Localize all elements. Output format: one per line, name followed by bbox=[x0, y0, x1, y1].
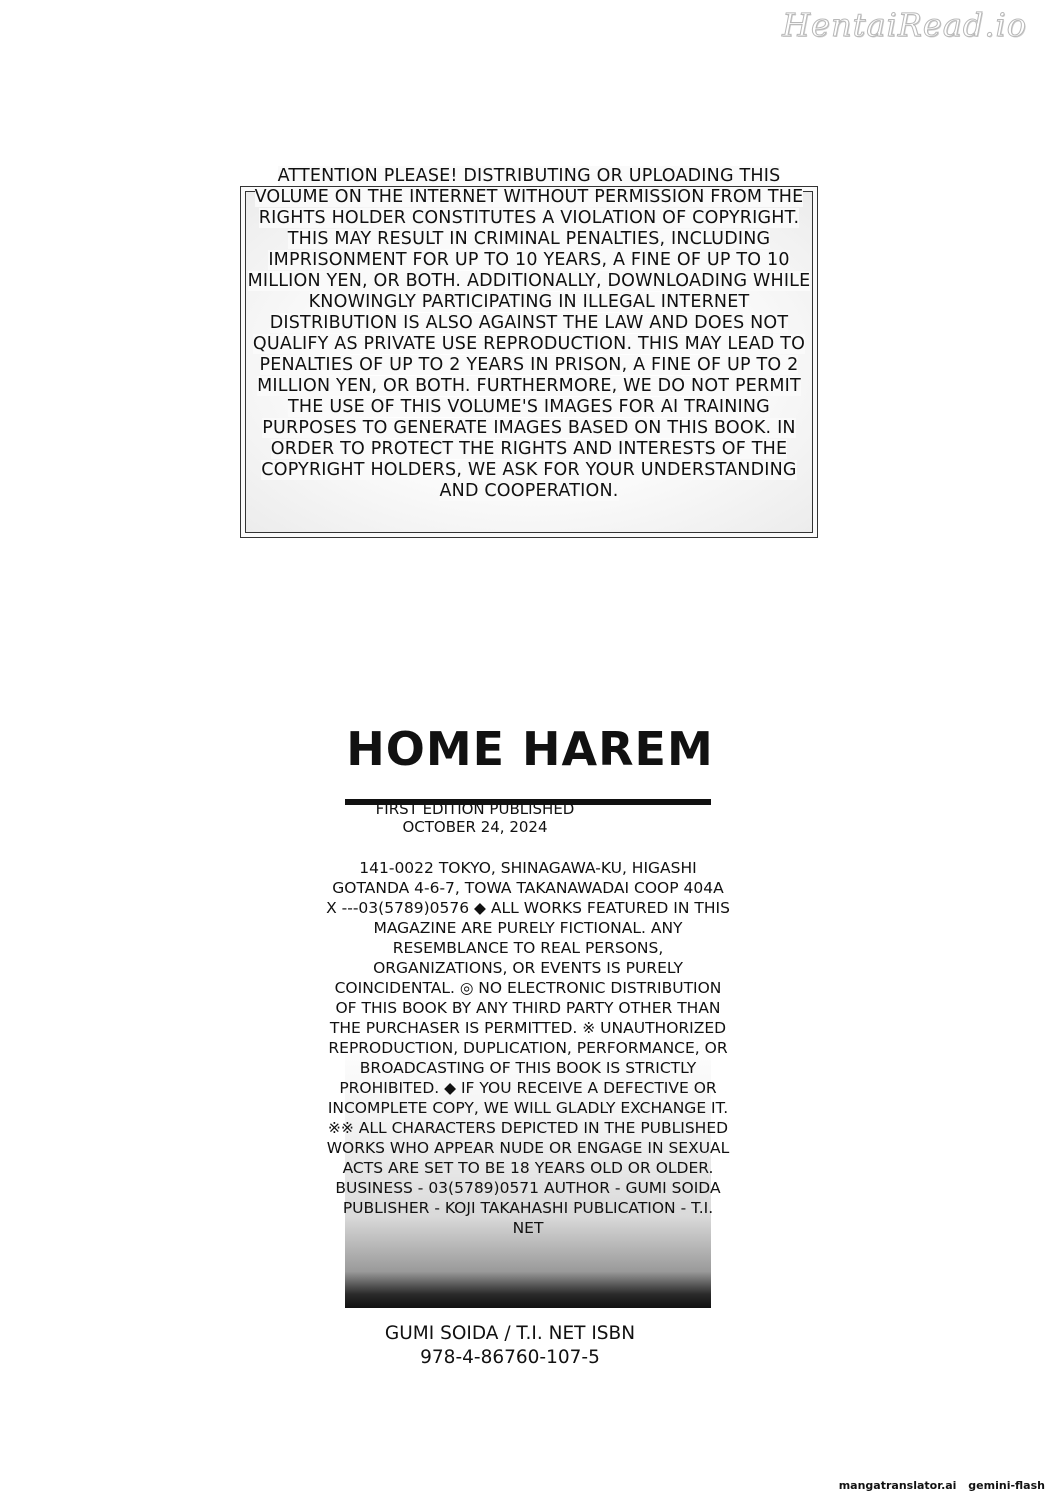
isbn-number: 978-4-86760-107-5 bbox=[420, 1347, 600, 1368]
copyright-notice-text bbox=[244, 166, 814, 502]
translator-site: mangatranslator.ai bbox=[838, 1479, 957, 1492]
watermark-logo: HentaiRead.io bbox=[782, 6, 1027, 44]
credits-line-1: GUMI SOIDA / T.I. NET ISBN bbox=[384, 1323, 636, 1344]
copyright-notice-text-content: ATTENTION PLEASE! DISTRIBUTING OR UPLOADING THIS VOLUME ON THE INTERNET WITHOUT PERMISSION FROM THE RIGHTS HOLDER CONSTITUTES A VIOLATION OF COPYRIGHT. THIS MAY RESULT IN CRIMINAL PENALTIES, INCLUDING IMPRISONMENT FOR UP TO 10 YEARS, A FINE OF UP TO 10 MILLION YEN, OR BOTH. ADDITIONALLY, DOWNLOADING WHILE KNOWINGLY PARTICIPATING IN ILLEGAL INTERNET DISTRIBUTION IS ALSO AGAINST THE LAW AND DOES NOT QUALIFY AS PRIVATE USE REPRODUCTION. THIS MAY LEAD TO PENALTIES OF UP TO 2 YEARS IN PRISON, A FINE OF UP TO 2 MILLION YEN, OR BOTH. FURTHERMORE, WE DO NOT PERMIT THE USE OF THIS VOLUME'S IMAGES FOR AI TRAINING PURPOSES TO GENERATE IMAGES BASED ON THIS BOOK. IN ORDER TO PROTECT THE RIGHTS AND INTERESTS OF THE COPYRIGHT HOLDERS, WE ASK FOR YOUR UNDERSTANDING AND COOPERATION. bbox=[247, 166, 811, 501]
edition-date: OCTOBER 24, 2024 bbox=[402, 818, 548, 836]
book-title: HOME HAREM bbox=[346, 722, 714, 776]
edition-line-1: FIRST EDITION PUBLISHED bbox=[375, 800, 575, 818]
edition-info bbox=[360, 800, 590, 836]
translator-model: gemini-flash bbox=[968, 1479, 1045, 1492]
credits-block bbox=[345, 1322, 675, 1370]
translator-credit bbox=[839, 1479, 1045, 1492]
colophon-text: 141-0022 TOKYO, SHINAGAWA-KU, HIGASHI GOTANDA 4-6-7, TOWA TAKANAWADAI COOP 404A X ---03(5789)0576 ◆ ALL WORKS FEATURED IN THIS MAGAZINE ARE PURELY FICTIONAL. ANY RESEMBLANCE TO REAL PERSONS, ORGANIZATIONS, OR EVENTS IS PURELY COINCIDENTAL. ◎ NO ELECTRONIC DISTRIBUTION OF THIS BOOK BY ANY THIRD PARTY OTHER THAN THE PURCHASER IS PERMITTED. ※ UNAUTHORIZED REPRODUCTION, DUPLICATION, PERFORMANCE, OR BROADCASTING OF THIS BOOK IS STRICTLY PROHIBITED. ◆ IF YOU RECEIVE A DEFECTIVE OR INCOMPLETE COPY, WE WILL GLADLY EXCHANGE IT. ※※ ALL CHARACTERS DEPICTED IN THE PUBLISHED WORKS WHO APPEAR NUDE OR ENGAGE IN SEXUAL ACTS ARE SET TO BE 18 YEARS OLD OR OLDER. BUSINESS - 03(5789)0571 AUTHOR - GUMI SOIDA PUBLISHER - KOJI TAKAHASHI PUBLICATION - T.I. NET bbox=[326, 859, 730, 1237]
